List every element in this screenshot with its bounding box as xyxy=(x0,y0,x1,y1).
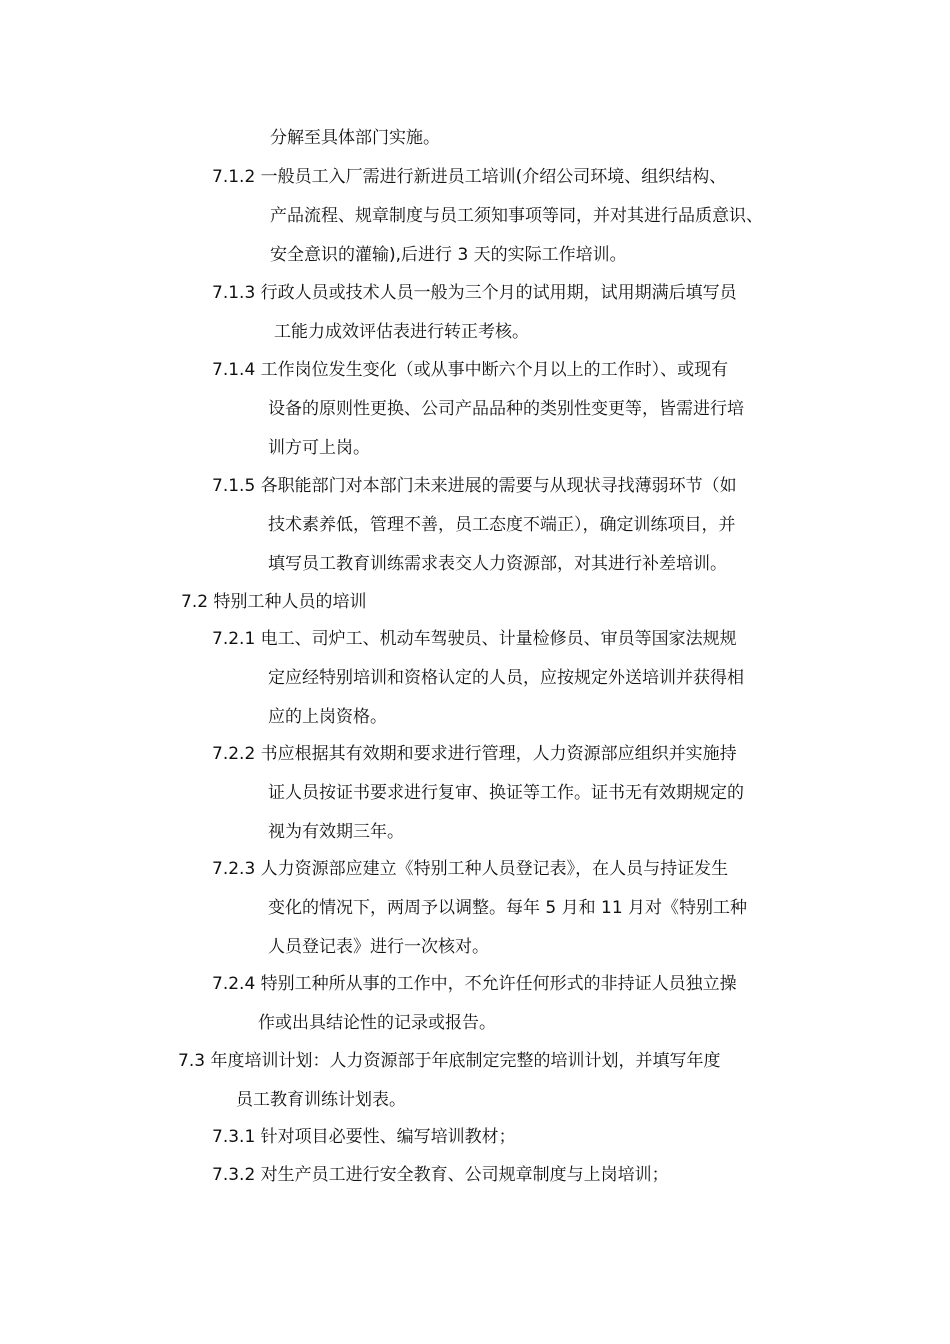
clause-7-2-3: 7.2.3 人力资源部应建立《特别工种人员登记表》，在人员与持证发生 xyxy=(212,859,729,879)
text-line: 定应经特别培训和资格认定的人员，应按规定外送培训并获得相 xyxy=(268,668,744,688)
text-line: 技术素养低，管理不善，员工态度不端正），确定训练项目，并 xyxy=(268,515,736,535)
text-line: 人员登记表》进行一次核对。 xyxy=(268,937,489,957)
text-line: 训方可上岗。 xyxy=(268,438,370,458)
clause-7-1-3: 7.1.3 行政人员或技术人员一般为三个月的试用期，试用期满后填写员 xyxy=(212,283,737,303)
text-line: 证人员按证书要求进行复审、换证等工作。证书无有效期规定的 xyxy=(268,783,744,803)
text-line: 分解至具体部门实施。 xyxy=(270,128,440,148)
text-line: 填写员工教育训练需求表交人力资源部，对其进行补差培训。 xyxy=(268,554,727,574)
section-7-2-heading: 7.2 特别工种人员的培训 xyxy=(181,592,367,612)
clause-7-3-1: 7.3.1 针对项目必要性、编写培训教材； xyxy=(212,1127,516,1147)
clause-7-2-2: 7.2.2 书应根据其有效期和要求进行管理，人力资源部应组织并实施持 xyxy=(212,744,737,764)
text-line: 设备的原则性更换、公司产品品种的类别性变更等，皆需进行培 xyxy=(268,399,744,419)
text-line: 员工教育训练计划表。 xyxy=(236,1090,406,1110)
clause-7-1-5: 7.1.5 各职能部门对本部门未来进展的需要与从现状寻找薄弱环节（如 xyxy=(212,476,737,496)
clause-7-2-4: 7.2.4 特别工种所从事的工作中，不允许任何形式的非持证人员独立操 xyxy=(212,974,737,994)
text-line: 工能力成效评估表进行转正考核。 xyxy=(274,322,529,342)
text-line: 应的上岗资格。 xyxy=(268,707,387,727)
text-line: 作或出具结论性的记录或报告。 xyxy=(258,1013,496,1033)
text-line: 视为有效期三年。 xyxy=(268,822,404,842)
clause-7-3-2: 7.3.2 对生产员工进行安全教育、公司规章制度与上岗培训； xyxy=(212,1165,669,1185)
text-line: 产品流程、规章制度与员工须知事项等同，并对其进行品质意识、 xyxy=(270,206,763,226)
text-line: 变化的情况下，两周予以调整。每年 5 月和 11 月对《特别工种 xyxy=(268,898,748,918)
text-line: 安全意识的灌输),后进行 3 天的实际工作培训。 xyxy=(270,245,627,265)
section-7-3-heading: 7.3 年度培训计划：人力资源部于年底制定完整的培训计划，并填写年度 xyxy=(178,1051,721,1071)
clause-7-1-4: 7.1.4 工作岗位发生变化（或从事中断六个月以上的工作时）、或现有 xyxy=(212,360,729,380)
clause-7-2-1: 7.2.1 电工、司炉工、机动车驾驶员、计量检修员、审员等国家法规规 xyxy=(212,629,737,649)
clause-7-1-2: 7.1.2 一般员工入厂需进行新进员工培训(介绍公司环境、组织结构、 xyxy=(212,167,727,187)
